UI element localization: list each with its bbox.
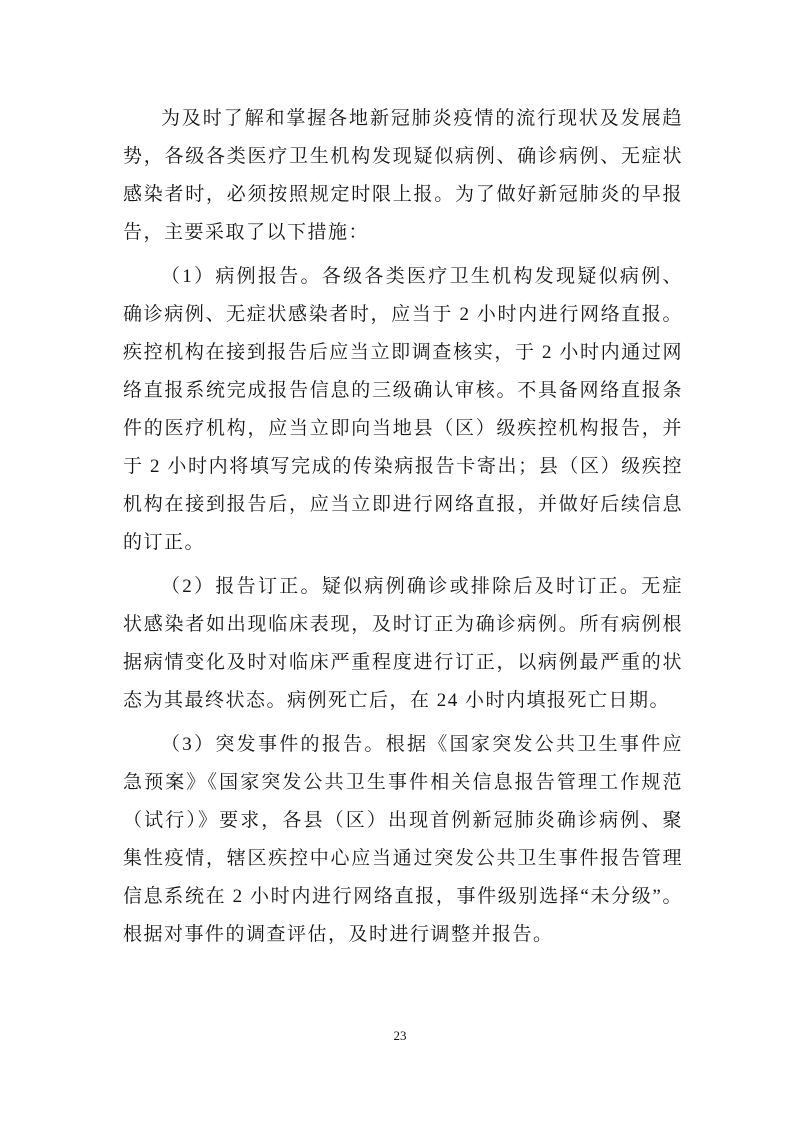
- body-paragraph-report-correction: （2）报告订正。疑似病例确诊或排除后及时订正。无症状感染者如出现临床表现，及时订正为确诊病例。所有病例根据病情变化及时对临床严重程度进行订正，以病例最严重的状态为其最终状态。病例死亡后，在 24 小时内填报死亡日期。: [123, 576, 683, 711]
- body-paragraph-case-reporting: （1）病例报告。各级各类医疗卫生机构发现疑似病例、确诊病例、无症状感染者时，应当于 2 小时内进行网络直报。疾控机构在接到报告后应当立即调查核实，于 2 小时内通过网络直报系统完成报告信息的三级确认审核。不具备网络直报条件的医疗机构，应当立即向当地县（区）级疾控机构报告，并于 2 小时内将填写完成的传染病报告卡寄出；县（区）级疾控机构在接到报告后，应当立即进行网络直报，并做好后续信息的订正。: [123, 266, 683, 553]
- body-paragraph-emergency-events: （3）突发事件的报告。根据《国家突发公共卫生事件应急预案》《国家突发公共卫生事件相关信息报告管理工作规范（试行）》要求，各县（区）出现首例新冠肺炎确诊病例、聚集性疫情，辖区疾控中心应当通过突发公共卫生事件报告管理信息系统在 2 小时内进行网络直报，事件级别选择“未分级”。根据对事件的调查评估，及时进行调整并报告。: [123, 734, 683, 945]
- page-number: 23: [393, 1028, 407, 1043]
- document-body: [123, 100, 683, 960]
- body-paragraph-intro: 为及时了解和掌握各地新冠肺炎疫情的流行现状及发展趋势，各级各类医疗卫生机构发现疑似病例、确诊病例、无症状感染者时，必须按照规定时限上报。为了做好新冠肺炎的早报告，主要采取了以下措施：: [123, 108, 683, 243]
